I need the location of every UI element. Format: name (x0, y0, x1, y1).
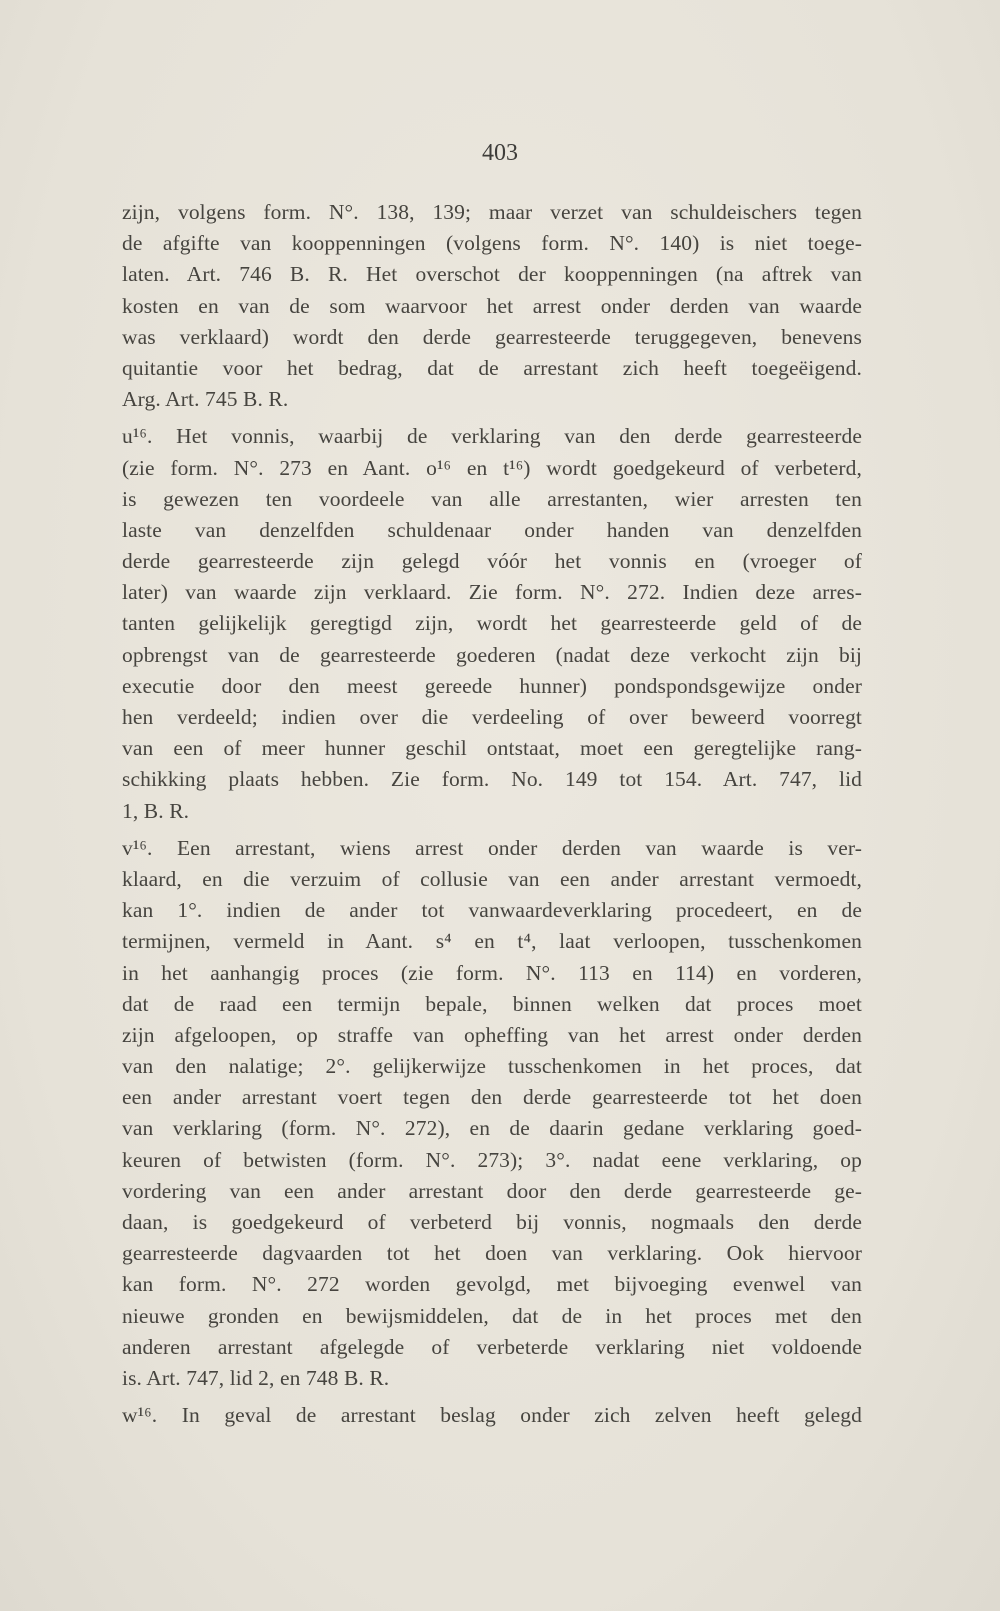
text-line: later) van waarde zijn verklaard. Zie form. N°. 272. Indien deze arres- (122, 580, 862, 605)
text-line: keuren of betwisten (form. N°. 273); 3°. nadat eene verklaring, op (122, 1147, 862, 1172)
text-line: in het aanhangig proces (zie form. N°. 113 en 114) en vorderen, (122, 960, 862, 985)
text-line: derde gearresteerde zijn gelegd vóór het vonnis en (vroeger of (122, 549, 862, 574)
text-line: was verklaard) wordt den derde gearresteerde teruggegeven, benevens (122, 324, 862, 349)
text-line: (zie form. N°. 273 en Aant. o¹⁶ en t¹⁶) wordt goedgekeurd of verbeterd, (122, 455, 862, 480)
page-number: 403 (482, 140, 518, 166)
text-line: kan form. N°. 272 worden gevolgd, met bijvoeging evenwel van (122, 1272, 862, 1297)
text-line: opbrengst van de gearresteerde goederen (nadat deze verkocht zijn bij (122, 642, 862, 667)
text-line: anderen arrestant afgelegde of verbeterde verklaring niet voldoende (122, 1334, 862, 1359)
text-line: Arg. Art. 745 B. R. (122, 387, 289, 412)
text-line: klaard, en die verzuim of collusie van een ander arrestant vermoedt, (122, 866, 862, 891)
text-line: van een of meer hunner geschil ontstaat, moet een geregtelijke rang- (122, 736, 862, 761)
text-line: kan 1°. indien de ander tot vanwaardeverklaring procedeert, en de (122, 898, 862, 923)
text-line: tanten gelijkelijk geregtigd zijn, wordt het gearresteerde geld of de (122, 611, 862, 636)
text-line: 1, B. R. (122, 798, 190, 823)
text-line: vordering van een ander arrestant door den derde gearresteerde ge- (122, 1178, 862, 1203)
body-text (122, 197, 862, 1431)
text-line: zijn afgeloopen, op straffe van opheffing van het arrest onder derden (122, 1022, 862, 1047)
text-line: gearresteerde dagvaarden tot het doen van verklaring. Ook hiervoor (122, 1241, 862, 1266)
text-line: laste van denzelfden schuldenaar onder handen van denzelfden (122, 517, 862, 542)
text-line: v¹⁶. Een arrestant, wiens arrest onder derden van waarde is ver- (122, 835, 862, 860)
text-line: hen verdeeld; indien over die verdeeling of over beweerd voorregt (122, 705, 862, 729)
text-line: van den nalatige; 2°. gelijkerwijze tusschenkomen in het proces, dat (122, 1054, 862, 1079)
text-line: executie door den meest gereede hunner) pondspondsgewijze onder (122, 673, 862, 698)
text-line: een ander arrestant voert tegen den derde gearresteerde tot het doen (122, 1085, 862, 1110)
text-line: de afgifte van kooppenningen (volgens form. N°. 140) is niet toege- (122, 231, 862, 256)
text-line: quitantie voor het bedrag, dat de arrestant zich heeft toegeëigend. (122, 355, 862, 380)
text-line: schikking plaats hebben. Zie form. No. 149 tot 154. Art. 747, lid (122, 767, 862, 792)
text-line: kosten en van de som waarvoor het arrest onder derden van waarde (122, 293, 862, 318)
text-line: daan, is goedgekeurd of verbeterd bij vonnis, nogmaals den derde (122, 1210, 862, 1234)
text-line: w¹⁶. In geval de arrestant beslag onder zich zelven heeft gelegd (122, 1403, 862, 1428)
text-line: u¹⁶. Het vonnis, waarbij de verklaring van den derde gearresteerde (122, 424, 862, 449)
text-line: is. Art. 747, lid 2, en 748 B. R. (122, 1365, 390, 1390)
text-line: nieuwe gronden en bewijsmiddelen, dat de in het proces met den (122, 1303, 862, 1328)
text-line: van verklaring (form. N°. 272), en de daarin gedane verklaring goed- (122, 1116, 862, 1141)
text-line: is gewezen ten voordeele van alle arrestanten, wier arresten ten (122, 486, 862, 511)
text-line: dat de raad een termijn bepale, binnen welken dat proces moet (122, 991, 862, 1016)
text-line: termijnen, vermeld in Aant. s⁴ en t⁴, laat verloopen, tusschenkomen (122, 929, 862, 954)
text-line: zijn, volgens form. N°. 138, 139; maar verzet van schuldeischers tegen (122, 200, 862, 224)
text-line: laten. Art. 746 B. R. Het overschot der kooppenningen (na aftrek van (122, 262, 862, 287)
